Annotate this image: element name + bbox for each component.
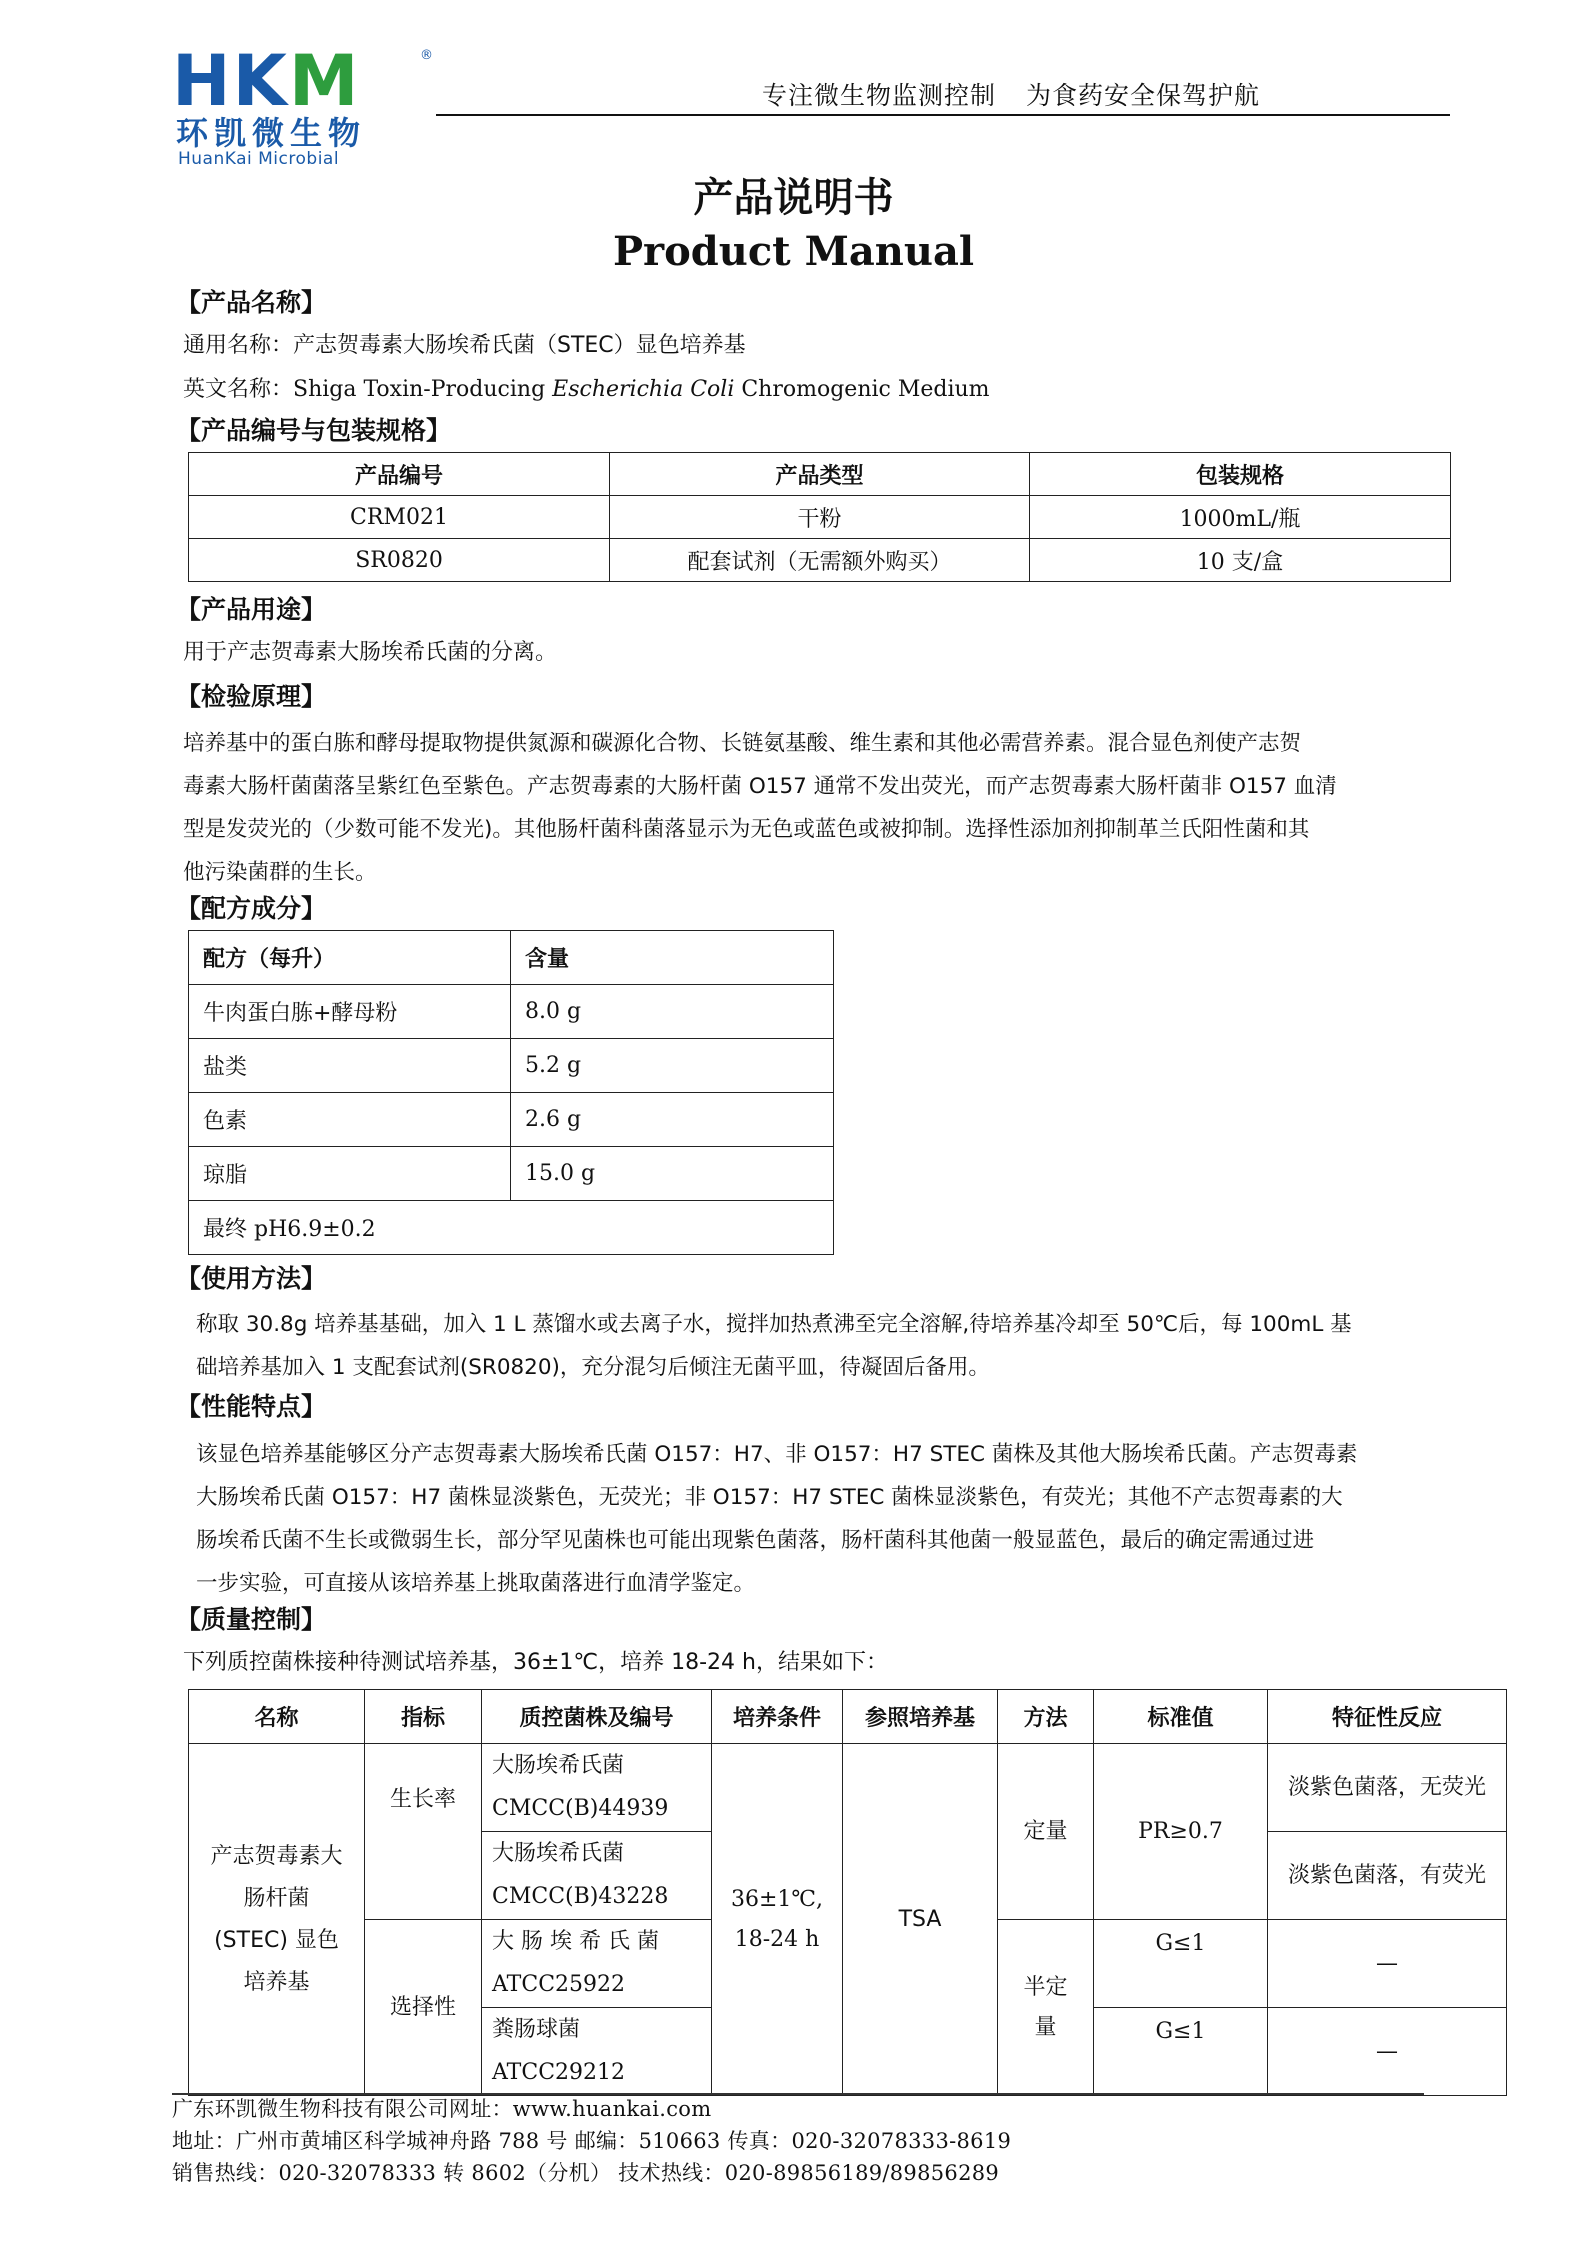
table-header-row [189, 931, 834, 985]
principle-text: 培养基中的蛋白胨和酵母提取物提供氮源和碳源化合物、长链氨基酸、维生素和其他必需营养素。混合显色剂使产志贺 毒素大肠杆菌菌落呈紫红色至紫色。产志贺毒素的大肠杆菌 O157 通常不发出荧光，而产志贺毒素大肠杆菌非 O157 血清 型是发荧光的（少数可能不发光)。其他肠杆菌科菌落显示为无色或蓝色或被抑制。选择性添加剂抑制革兰氏阳性菌和其 他污染菌群的生长。 [183, 731, 1337, 885]
ingredient-amount: 2.6 g [511, 1093, 834, 1147]
table-header-cell: 指标 [365, 1690, 482, 1744]
product-type: 配套试剂（无需额外购买） [610, 539, 1030, 582]
section-heading-packaging: 【产品编号与包装规格】 [176, 416, 452, 445]
logo-registered-mark: ® [420, 48, 433, 63]
reference-medium: TSA [843, 1744, 998, 2096]
company-logo [172, 40, 437, 169]
table-header-cell: 名称 [189, 1690, 365, 1744]
table-row [189, 1039, 834, 1093]
slogan-right: 为食药安全保驾护航 [1026, 81, 1261, 110]
table-header-cell: 标准值 [1094, 1690, 1268, 1744]
indicator-selectivity: 选择性 [365, 1920, 482, 2096]
logo-english-name: HuanKai Microbial [178, 149, 340, 169]
header-divider [436, 114, 1450, 116]
section-heading-principle: 【检验原理】 [176, 682, 327, 711]
packaging-table [188, 452, 1451, 582]
section-heading-product-name: 【产品名称】 [176, 288, 327, 317]
characteristic-reaction: 淡紫色菌落，有荧光 [1268, 1832, 1507, 1920]
document-title-en: Product Manual [612, 228, 975, 275]
package-spec: 1000mL/瓶 [1030, 496, 1451, 539]
ingredient-name: 盐类 [189, 1039, 511, 1093]
logo-chinese-name: 环凯微生物 [176, 114, 367, 152]
table-header-row [189, 1690, 1507, 1744]
qc-strain: 大 肠 埃 希 氏 菌 ATCC25922 [482, 1920, 712, 2008]
table-row [189, 496, 1451, 539]
characteristic-reaction: — [1268, 2008, 1507, 2096]
qc-intro: 下列质控菌株接种待测试培养基，36±1℃，培养 18-24 h，结果如下： [183, 1650, 888, 1675]
ingredient-amount: 15.0 g [511, 1147, 834, 1201]
qc-strain: 粪肠球菌 ATCC29212 [482, 2008, 712, 2096]
table-header-cell: 培养条件 [712, 1690, 843, 1744]
standard-value: G≤1 [1094, 2008, 1268, 2096]
section-heading-qc: 【质量控制】 [176, 1605, 327, 1634]
document-title-cn: 产品说明书 [693, 175, 894, 221]
table-header-cell: 特征性反应 [1268, 1690, 1507, 1744]
method-semi-quantitative: 半定 量 [998, 1920, 1094, 2096]
product-type: 干粉 [610, 496, 1030, 539]
table-row [189, 1147, 834, 1201]
logo-mark: HKM [172, 40, 361, 122]
table-header-cell: 配方（每升） [189, 931, 511, 985]
standard-value: G≤1 [1094, 1920, 1268, 2008]
table-header-cell: 质控菌株及编号 [482, 1690, 712, 1744]
features-text: 该显色培养基能够区分产志贺毒素大肠埃希氏菌 O157：H7、非 O157：H7 STEC 菌株及其他大肠埃希氏菌。产志贺毒素 大肠埃希氏菌 O157：H7 菌株显淡紫色，无荧光；非 O157：H7 STEC 菌株显淡紫色，有荧光；其他不产志贺毒素的大 肠埃希氏菌不生长或微弱生长，部分罕见菌株也可能出现紫色菌落，肠杆菌科其他菌一般显蓝色，最后的确定需通过进 一步实验，可直接从该培养基上挑取菌落进行血清学鉴定。 [196, 1442, 1358, 1596]
ingredient-amount: 8.0 g [511, 985, 834, 1039]
usage-text: 用于产志贺毒素大肠埃希氏菌的分离。 [183, 640, 558, 665]
table-header-cell: 包装规格 [1030, 453, 1451, 496]
final-ph: 最终 pH6.9±0.2 [189, 1201, 834, 1255]
table-header-row [189, 453, 1451, 496]
table-row [189, 1093, 834, 1147]
english-name: 英文名称：Shiga Toxin-Producing Escherichia Coli Chromogenic Medium [183, 377, 990, 402]
table-header-cell: 产品编号 [189, 453, 610, 496]
slogan [762, 76, 1260, 112]
product-code: CRM021 [189, 496, 610, 539]
section-heading-features: 【性能特点】 [176, 1392, 327, 1421]
table-header-cell: 含量 [511, 931, 834, 985]
ingredient-name: 琼脂 [189, 1147, 511, 1201]
ingredient-amount: 5.2 g [511, 1039, 834, 1093]
table-row [189, 1744, 1507, 1832]
ingredient-name: 牛肉蛋白胨+酵母粉 [189, 985, 511, 1039]
table-header-cell: 方法 [998, 1690, 1094, 1744]
table-row [189, 1201, 834, 1255]
table-header-cell: 产品类型 [610, 453, 1030, 496]
table-row [189, 539, 1451, 582]
footer-hotlines: 销售热线：020-32078333 转 8602（分机） 技术热线：020-89856189/89856289 [172, 2161, 1000, 2185]
qc-strain: 大肠埃希氏菌 CMCC(B)43228 [482, 1832, 712, 1920]
qc-strain: 大肠埃希氏菌 CMCC(B)44939 [482, 1744, 712, 1832]
section-heading-usage: 【产品用途】 [176, 595, 327, 624]
standard-value: PR≥0.7 [1094, 1744, 1268, 1920]
formula-table [188, 930, 834, 1255]
ingredient-name: 色素 [189, 1093, 511, 1147]
slogan-left: 专注微生物监测控制 [762, 81, 997, 110]
common-name: 通用名称：产志贺毒素大肠埃希氏菌（STEC）显色培养基 [183, 333, 746, 358]
method-quantitative: 定量 [998, 1744, 1094, 1920]
indicator-growth: 生长率 [365, 1744, 482, 1920]
medium-name: 产志贺毒素大 肠杆菌 (STEC) 显色 培养基 [189, 1744, 365, 2096]
footer-company-website: 广东环凯微生物科技有限公司网址：www.huankai.com [172, 2097, 712, 2121]
characteristic-reaction: 淡紫色菌落，无荧光 [1268, 1744, 1507, 1832]
section-heading-method: 【使用方法】 [176, 1264, 327, 1293]
section-heading-formula: 【配方成分】 [176, 894, 327, 923]
qc-table [188, 1689, 1507, 2096]
culture-condition: 36±1℃, 18-24 h [712, 1744, 843, 2096]
package-spec: 10 支/盒 [1030, 539, 1451, 582]
table-header-cell: 参照培养基 [843, 1690, 998, 1744]
characteristic-reaction: — [1268, 1920, 1507, 2008]
product-code: SR0820 [189, 539, 610, 582]
footer-address: 地址：广州市黄埔区科学城神舟路 788 号 邮编：510663 传真：020-32078333-8619 [172, 2129, 1012, 2153]
method-text: 称取 30.8g 培养基基础，加入 1 L 蒸馏水或去离子水，搅拌加热煮沸至完全溶解,待培养基冷却至 50℃后，每 100mL 基 础培养基加入 1 支配套试剂(SR0820)，充分混匀后倾注无菌平皿，待凝固后备用。 [196, 1312, 1352, 1380]
table-row [189, 985, 834, 1039]
